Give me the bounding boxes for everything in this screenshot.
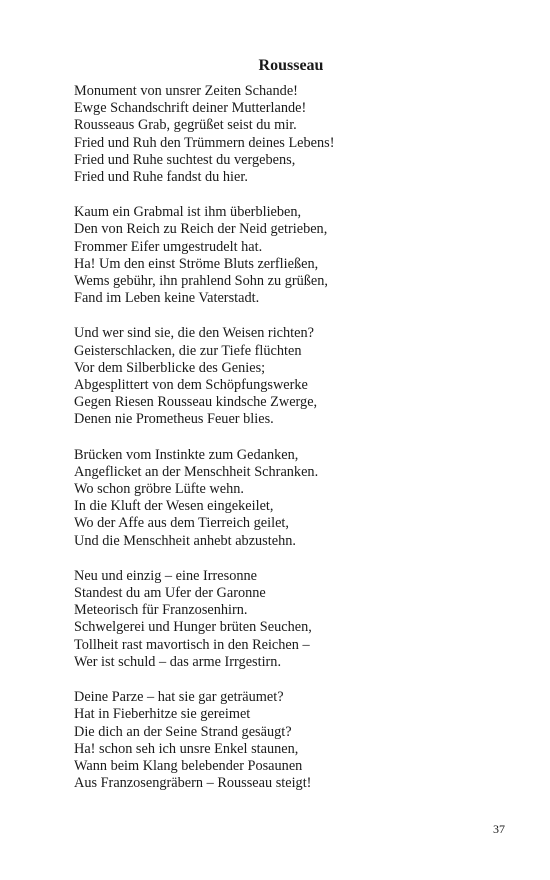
poem-line: Fried und Ruh den Trümmern deines Lebens! <box>74 134 335 151</box>
poem-line: Hat in Fieberhitze sie gereimet <box>74 706 251 723</box>
poem-line: Brücken vom Instinkte zum Gedanken, <box>74 446 299 463</box>
poem-line: Monument von unsrer Zeiten Schande! <box>74 83 298 99</box>
poem-line: Aus Franzosengräbern – Rousseau steigt! <box>74 775 312 792</box>
stanza <box>74 204 514 307</box>
poem-line: Ha! schon seh ich unsre Enkel staunen, <box>74 740 299 757</box>
poem-body <box>74 83 514 810</box>
poem-line: Abgesplittert von dem Schöpfungswerke <box>74 377 308 394</box>
stanza <box>74 447 514 550</box>
poem-line: Meteorisch für Franzosenhirn. <box>74 602 248 619</box>
poem-line: Wann beim Klang belebender Posaunen <box>74 757 303 774</box>
poem-line: Und wer sind sie, die den Weisen richten? <box>74 325 314 342</box>
poem-line: Wer ist schuld – das arme Irrgestirn. <box>74 653 282 670</box>
stanza <box>74 568 514 671</box>
poem-line: Fand im Leben keine Vaterstadt. <box>74 290 260 307</box>
poem-line: Denen nie Prometheus Feuer blies. <box>74 411 274 428</box>
poem-line: Fried und Ruhe suchtest du vergebens, <box>74 151 296 168</box>
stanza <box>74 325 514 428</box>
poem-line: Deine Parze – hat sie gar geträumet? <box>74 689 284 706</box>
poem-line: Schwelgerei und Hunger brüten Seuchen, <box>74 619 312 636</box>
poem-line: Und die Menschheit anhebt abzustehn. <box>74 532 296 549</box>
poem-line: Den von Reich zu Reich der Neid getrieben, <box>74 221 328 238</box>
poem-line: Angeflicket an der Menschheit Schranken. <box>74 463 319 480</box>
poem-line: Neu und einzig – eine Irresonne <box>74 567 258 584</box>
poem-line: Die dich an der Seine Strand gesäugt? <box>74 723 292 740</box>
stanza <box>74 83 514 186</box>
poem-line: Frommer Eifer umgestrudelt hat. <box>74 238 263 255</box>
poem-title: Rousseau <box>258 57 324 74</box>
poem-line: In die Kluft der Wesen eingekeilet, <box>74 498 274 515</box>
poem-line: Wo schon gröbre Lüfte wehn. <box>74 481 244 498</box>
poem-line: Standest du am Ufer der Garonne <box>74 585 266 602</box>
poem-line: Ha! Um den einst Ströme Bluts zerfließen, <box>74 255 319 272</box>
poem-line: Fried und Ruhe fandst du hier. <box>74 169 248 186</box>
poem-line: Gegen Riesen Rousseau kindsche Zwerge, <box>74 394 318 411</box>
poem-line: Rousseaus Grab, gegrüßet seist du mir. <box>74 117 297 134</box>
poem-line: Wo der Affe aus dem Tierreich geilet, <box>74 515 289 532</box>
poem-line: Ewge Schandschrift deiner Mutterlande! <box>74 100 307 117</box>
poem-line: Wems gebühr, ihn prahlend Sohn zu grüßen, <box>74 273 328 290</box>
poem-line: Kaum ein Grabmal ist ihm überblieben, <box>74 204 302 221</box>
poem-line: Vor dem Silberblicke des Genies; <box>74 359 266 376</box>
stanza <box>74 689 514 792</box>
page-number: 37 <box>493 822 505 836</box>
poem-line: Geisterschlacken, die zur Tiefe flüchten <box>74 342 302 359</box>
poem-line: Tollheit rast mavortisch in den Reichen – <box>74 636 310 653</box>
